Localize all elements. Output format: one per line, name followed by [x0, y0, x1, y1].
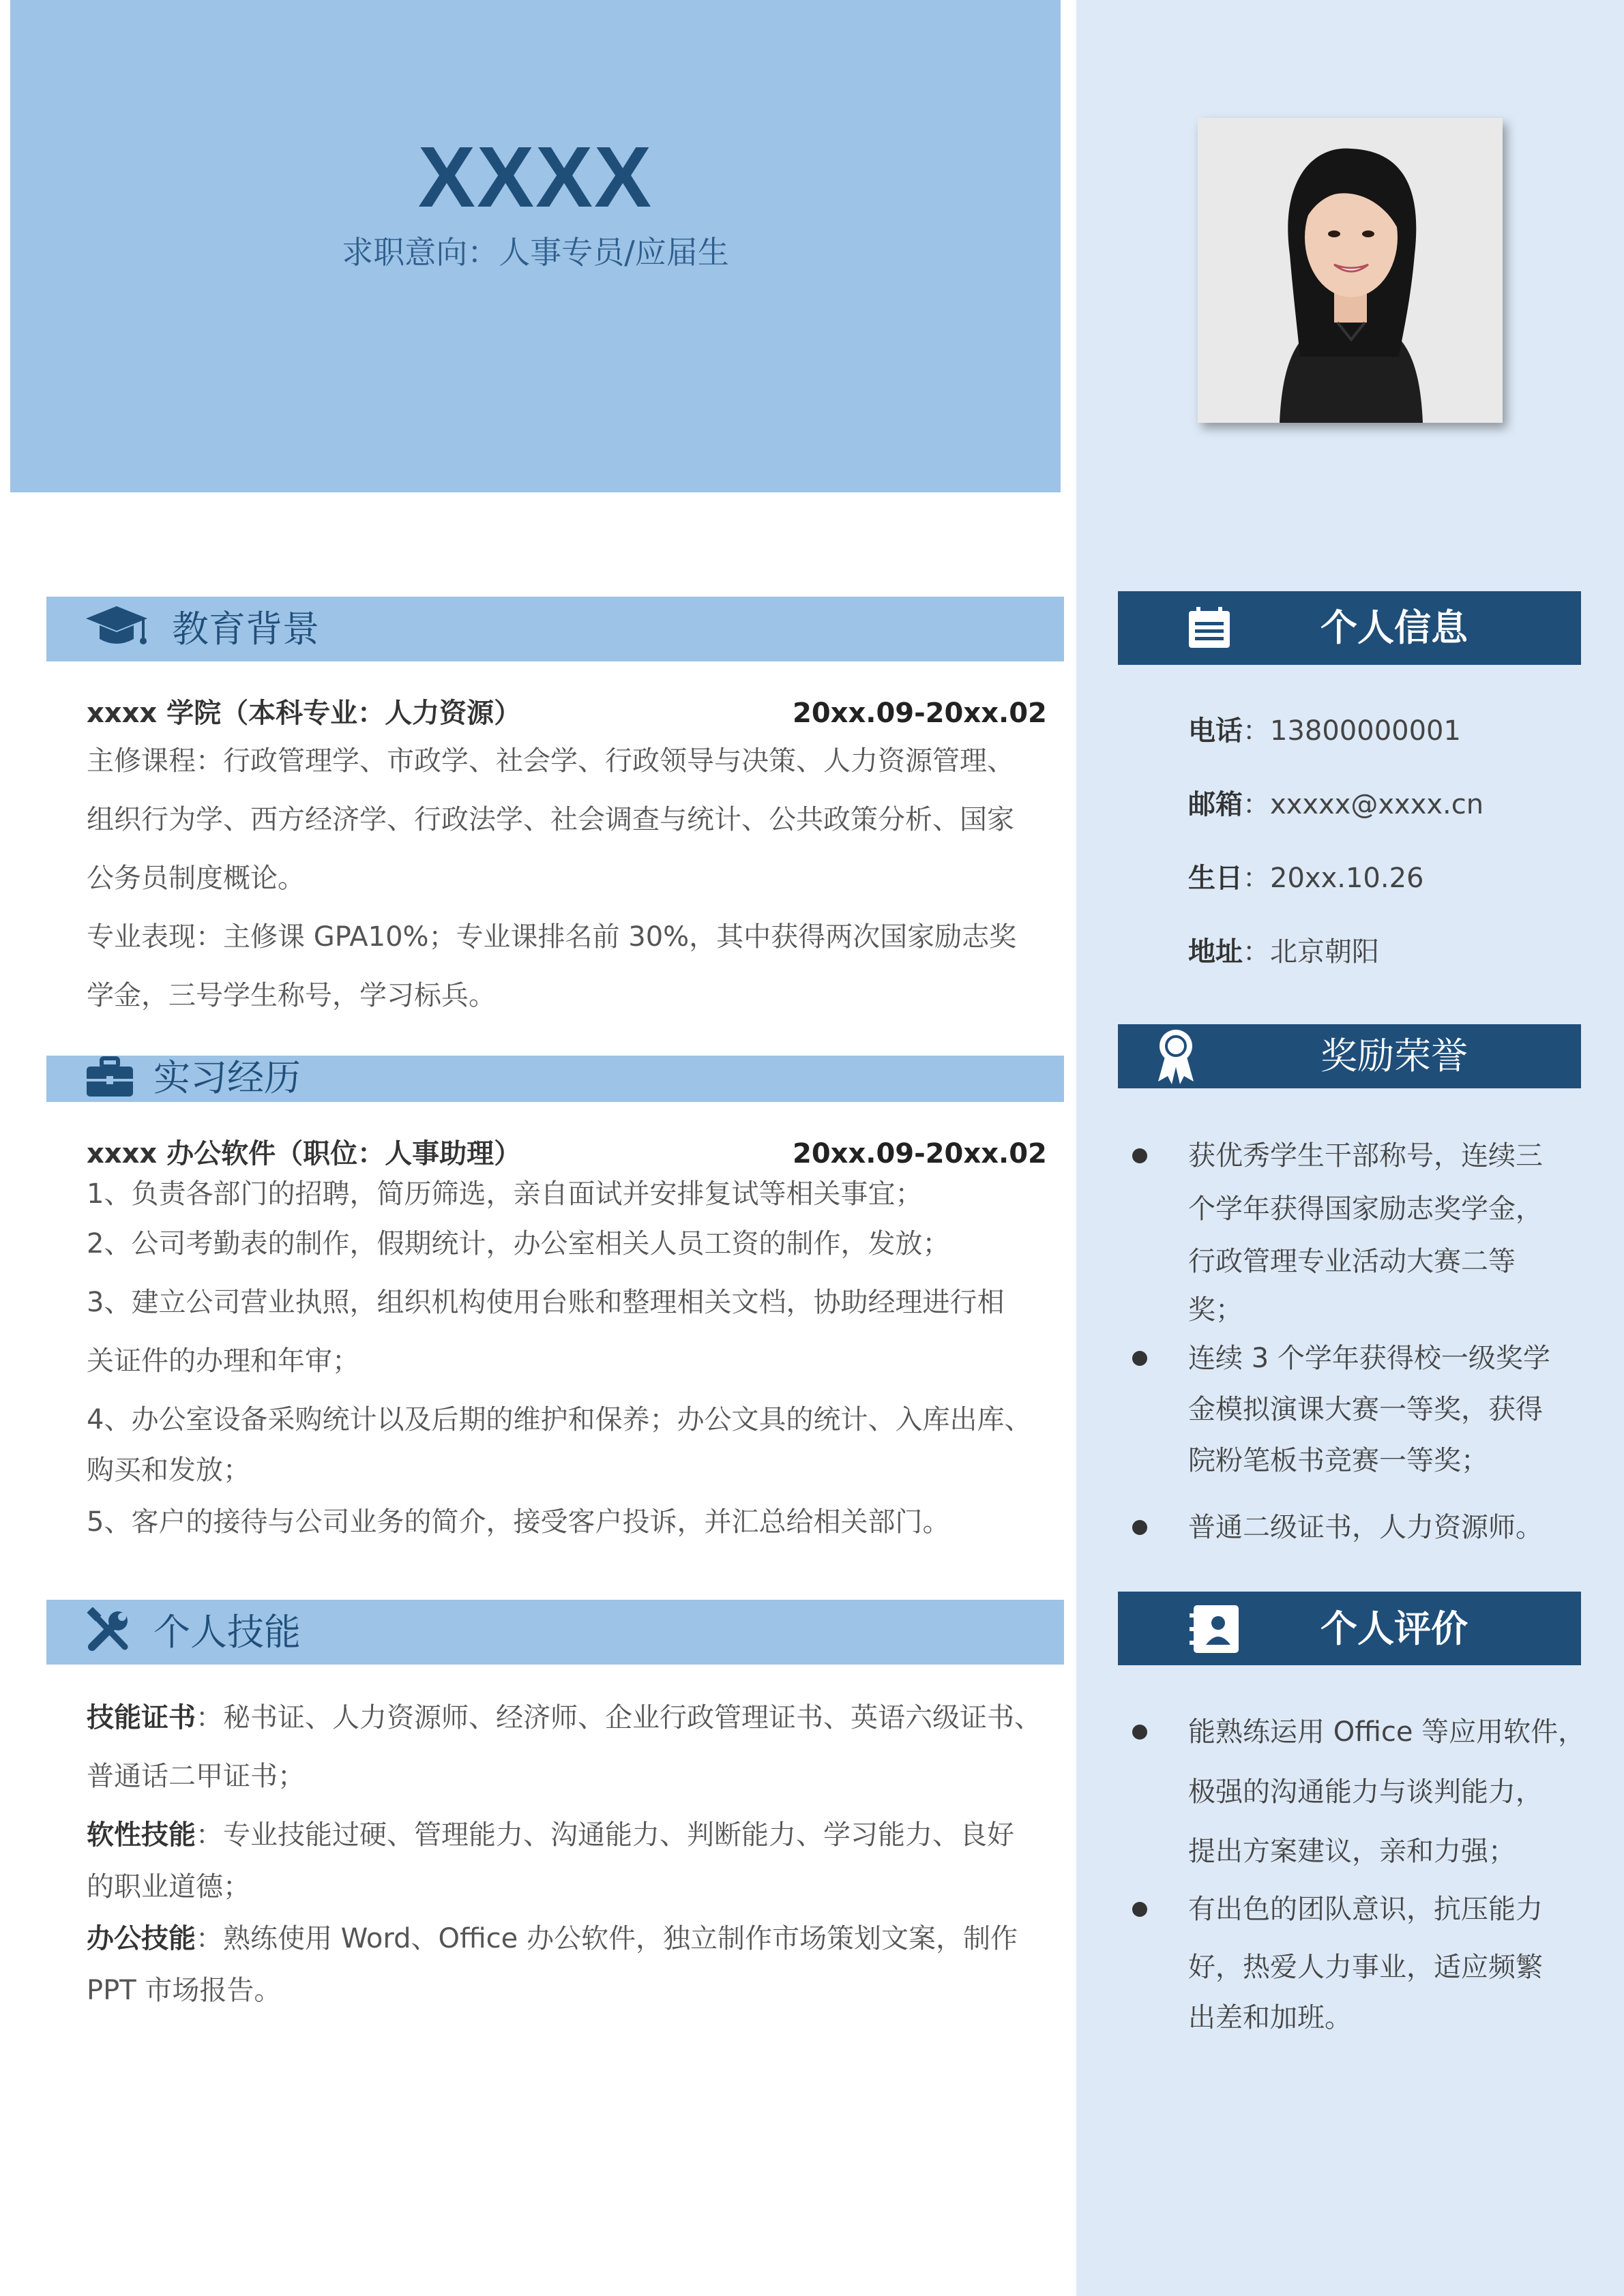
internship-line: 1、负责各部门的招聘，简历筛选，亲自面试并安排复试等相关事宜； — [87, 1178, 923, 1210]
skill-text: ：秘书证、人力资源师、经济师、企业行政管理证书、英语六级证书、 — [196, 1702, 1042, 1733]
education-title: 教育背景 — [172, 608, 319, 651]
skill-text: 的职业道德； — [87, 1871, 250, 1903]
candidate-name: XXXX — [417, 129, 653, 225]
graduation-cap-icon — [85, 603, 149, 653]
skill-item — [87, 1819, 1014, 1851]
info-label: 生日 — [1188, 863, 1243, 894]
skill-text: 普通话二甲证书； — [87, 1761, 305, 1792]
award-bullet — [1132, 1520, 1147, 1535]
skills-title: 个人技能 — [153, 1611, 301, 1654]
evaluation-line: 提出方案建议，亲和力强； — [1188, 1836, 1516, 1867]
info-label: 地址 — [1188, 936, 1243, 968]
job-objective: 求职意向：人事专员/应届生 — [342, 234, 729, 271]
award-line: 获优秀学生干部称号，连续三 — [1188, 1140, 1543, 1172]
skill-label: 技能证书 — [87, 1702, 196, 1733]
award-ribbon-icon — [1155, 1027, 1196, 1084]
internship-company: xxxx 办公软件（职位：人事助理） — [87, 1138, 522, 1169]
award-line: 奖； — [1188, 1294, 1243, 1326]
skill-item — [87, 1701, 1042, 1734]
award-line: 连续 3 个学年获得校一级奖学 — [1188, 1343, 1550, 1374]
info-email — [1188, 788, 1483, 821]
award-line: 院粉笔板书竞赛一等奖； — [1188, 1445, 1488, 1476]
awards-title: 奖励荣誉 — [1320, 1034, 1468, 1077]
evaluation-line: 出差和加班。 — [1188, 2002, 1352, 2033]
skill-text: ：熟练使用 Word、Office 办公软件，独立制作市场策划文案，制作 — [196, 1923, 1018, 1954]
info-value: ：北京朝阳 — [1243, 936, 1379, 968]
internship-line: 购买和发放； — [87, 1455, 250, 1486]
info-value: ：13800000001 — [1243, 715, 1461, 747]
info-phone — [1188, 715, 1461, 747]
internship-line: 3、建立公司营业执照，组织机构使用台账和整理相关文档，协助经理进行相 — [87, 1287, 1005, 1318]
education-line: 公务员制度概论。 — [87, 863, 305, 894]
evaluation-line: 能熟练运用 Office 等应用软件， — [1188, 1716, 1586, 1748]
info-value: ：20xx.10.26 — [1243, 863, 1424, 894]
award-bullet — [1132, 1148, 1147, 1163]
contact-card-icon — [1188, 1602, 1241, 1656]
evaluation-bullet — [1132, 1902, 1147, 1917]
internship-line: 4、办公室设备采购统计以及后期的维护和保养；办公文具的统计、入库出库、 — [87, 1404, 1032, 1435]
award-line: 普通二级证书，人力资源师。 — [1188, 1512, 1543, 1543]
info-birthday — [1188, 862, 1423, 895]
briefcase-icon — [85, 1056, 134, 1099]
award-bullet — [1132, 1351, 1147, 1366]
document-list-icon — [1187, 606, 1232, 651]
info-value: ：xxxxx@xxxx.cn — [1243, 789, 1484, 820]
evaluation-line: 好，热爱人力事业，适应频繁 — [1188, 1952, 1543, 1983]
tools-icon — [85, 1607, 133, 1655]
skill-label: 软性技能 — [87, 1819, 196, 1851]
profile-photo — [1198, 118, 1503, 423]
internship-title: 实习经历 — [153, 1056, 301, 1099]
education-school: xxxx 学院（本科专业：人力资源） — [87, 698, 522, 729]
skill-item — [87, 1922, 1018, 1955]
award-line: 个学年获得国家励志奖学金， — [1188, 1193, 1543, 1225]
evaluation-title: 个人评价 — [1320, 1607, 1468, 1650]
education-line: 组织行为学、西方经济学、行政法学、社会调查与统计、公共政策分析、国家 — [87, 804, 1014, 835]
award-line: 金模拟演课大赛一等奖，获得 — [1188, 1394, 1543, 1425]
evaluation-bullet — [1132, 1725, 1147, 1740]
internship-line: 5、客户的接待与公司业务的简介，接受客户投诉，并汇总给相关部门。 — [87, 1506, 950, 1538]
skill-text: PPT 市场报告。 — [87, 1975, 282, 2006]
internship-date: 20xx.09-20xx.02 — [793, 1138, 1047, 1169]
evaluation-line: 有出色的团队意识，抗压能力 — [1188, 1894, 1543, 1925]
internship-line: 2、公司考勤表的制作，假期统计，办公室相关人员工资的制作，发放； — [87, 1228, 950, 1259]
education-line: 专业表现：主修课 GPA10%；专业课排名前 30%，其中获得两次国家励志奖 — [87, 921, 1017, 953]
evaluation-line: 极强的沟通能力与谈判能力， — [1188, 1776, 1543, 1808]
skill-label: 办公技能 — [87, 1923, 196, 1954]
education-line: 主修课程：行政管理学、市政学、社会学、行政领导与决策、人力资源管理、 — [87, 745, 1014, 777]
info-address — [1188, 936, 1379, 968]
education-date: 20xx.09-20xx.02 — [793, 698, 1047, 729]
internship-line: 关证件的办理和年审； — [87, 1345, 359, 1377]
award-line: 行政管理专业活动大赛二等 — [1188, 1246, 1516, 1277]
education-line: 学金，三号学生称号，学习标兵。 — [87, 980, 496, 1011]
skill-text: ：专业技能过硬、管理能力、沟通能力、判断能力、学习能力、良好 — [196, 1819, 1014, 1851]
portrait-image — [1198, 118, 1503, 423]
personal-info-title: 个人信息 — [1320, 606, 1468, 649]
info-label: 电话 — [1188, 715, 1243, 747]
info-label: 邮箱 — [1188, 789, 1243, 820]
